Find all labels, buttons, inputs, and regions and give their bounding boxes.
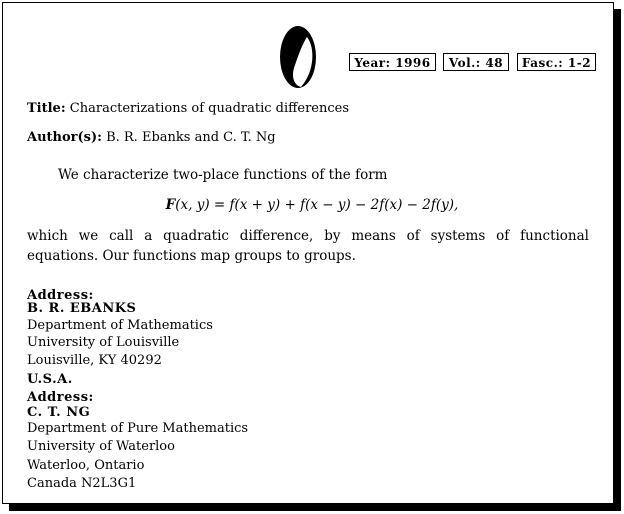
volume-box: Vol.: 48 xyxy=(443,53,509,71)
address-country: U.S.A. xyxy=(27,372,73,387)
abstract-text: which we call a quadratic difference, by means of systems of functional equations. Our functions map groups to groups. xyxy=(27,228,589,264)
frame-shadow-bottom xyxy=(9,503,621,511)
address-name: C. T. NG xyxy=(27,405,91,420)
title-line xyxy=(27,101,349,116)
article-title: Characterizations of quadratic differences xyxy=(69,101,350,116)
formula xyxy=(0,197,624,213)
address-line: Waterloo, Ontario xyxy=(27,458,145,473)
address-line: University of Waterloo xyxy=(27,439,175,454)
article-authors: B. R. Ebanks and C. T. Ng xyxy=(106,130,276,145)
address-line: Department of Mathematics xyxy=(27,318,213,333)
address-line: University of Louisville xyxy=(27,335,180,350)
address-line: Canada N2L3G1 xyxy=(27,476,137,491)
address-line: Department of Pure Mathematics xyxy=(27,421,249,436)
formula-rest: (x, y) = f(x + y) + f(x − y) − 2f(x) − 2f(y), xyxy=(175,197,459,213)
address-label: Address: xyxy=(27,288,94,303)
authors-label: Author(s): xyxy=(27,130,102,145)
formula-lhs: F xyxy=(165,197,176,213)
address-name: B. R. EBANKS xyxy=(27,301,137,316)
title-label: Title: xyxy=(27,101,66,116)
authors-line xyxy=(27,130,276,145)
frame-shadow-right xyxy=(613,9,621,511)
address-label: Address: xyxy=(27,390,94,405)
year-box: Year: 1996 xyxy=(349,53,436,71)
journal-logo-icon xyxy=(279,25,317,89)
address-line: Louisville, KY 40292 xyxy=(27,353,162,368)
abstract-intro: We characterize two-place functions of the form xyxy=(58,167,388,183)
fascicle-box: Fasc.: 1-2 xyxy=(517,53,596,71)
